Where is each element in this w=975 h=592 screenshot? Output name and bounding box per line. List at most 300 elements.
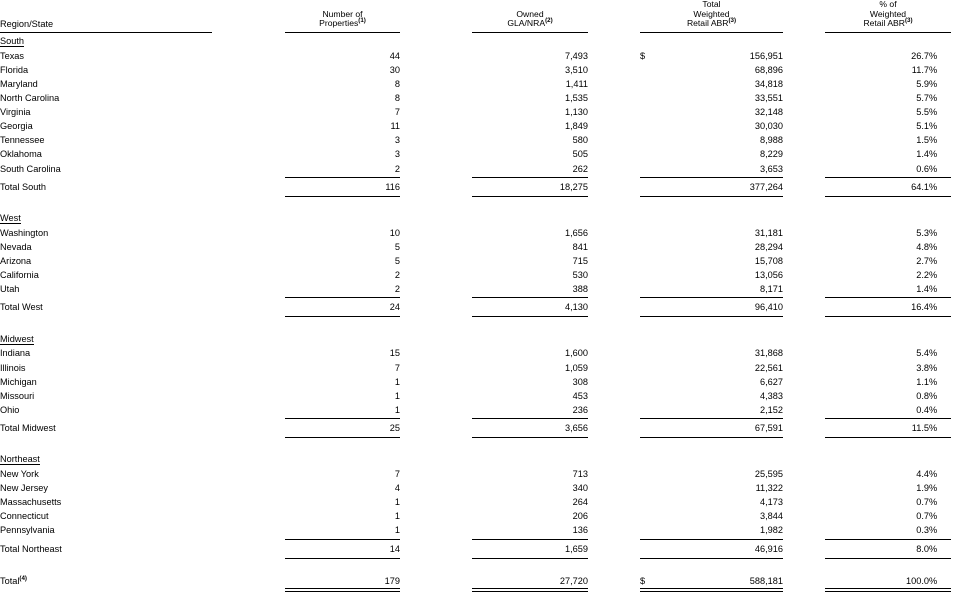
spacer-cell xyxy=(951,586,975,592)
properties-count-cell: 7 xyxy=(394,107,400,118)
percent-symbol-cell: % xyxy=(929,376,938,387)
spacer-cell xyxy=(783,419,825,433)
spacer-cell xyxy=(212,280,285,294)
owned-gla-nra-cell: 841 xyxy=(572,241,588,252)
section-total-currency xyxy=(640,419,662,433)
state-name-cell: Arizona xyxy=(0,255,32,266)
spacer-cell xyxy=(825,438,929,451)
spacer-cell xyxy=(212,266,285,280)
section-total-row xyxy=(0,178,975,192)
table-row xyxy=(0,224,975,238)
spacer-cell xyxy=(783,197,825,210)
spacer-cell xyxy=(400,540,472,554)
spacer-cell xyxy=(825,317,929,330)
spacer-cell xyxy=(400,438,472,451)
spacer-cell xyxy=(783,266,825,280)
spacer-cell xyxy=(588,280,640,294)
grand-total-double-rule-gla xyxy=(472,586,588,592)
region-heading-northeast xyxy=(0,451,212,465)
properties-count-cell: 7 xyxy=(394,469,400,480)
percent-symbol-cell: % xyxy=(929,497,938,508)
owned-gla-nra-cell: 1,849 xyxy=(565,121,588,132)
section-total-label: Total South xyxy=(0,181,46,192)
spacer-cell xyxy=(588,75,640,89)
spacer-cell xyxy=(588,387,640,401)
percent-symbol-cell: % xyxy=(929,255,938,266)
state-name-cell: Maryland xyxy=(0,78,38,89)
spacer-cell xyxy=(588,330,640,344)
spacer-cell xyxy=(400,508,472,522)
table-row xyxy=(0,117,975,131)
spacer-cell xyxy=(951,345,975,359)
spacer-cell xyxy=(400,238,472,252)
grand-total-gla: 27,720 xyxy=(559,575,588,586)
spacer-cell xyxy=(212,0,285,29)
owned-gla-nra-cell: 264 xyxy=(572,497,588,508)
properties-count-cell: 2 xyxy=(394,270,400,281)
spacer-cell xyxy=(212,238,285,252)
pct-weighted-retail-abr-cell: 0.7 xyxy=(916,497,929,508)
section-total-gla: 1,659 xyxy=(565,543,588,554)
spacer-cell xyxy=(951,0,975,29)
table-row xyxy=(0,345,975,359)
spacer-cell xyxy=(825,451,929,465)
spacer-cell xyxy=(285,330,400,344)
section-total-abr: 96,410 xyxy=(754,302,783,313)
spacer-cell xyxy=(640,438,662,451)
state-name-cell: Ohio xyxy=(0,404,20,415)
spacer-cell xyxy=(929,33,951,47)
spacer-cell xyxy=(588,238,640,252)
spacer-cell xyxy=(783,298,825,312)
pct-weighted-retail-abr-cell: 11.7 xyxy=(911,64,929,75)
spacer-cell xyxy=(951,451,975,465)
spacer-cell xyxy=(951,559,975,572)
properties-count-cell: 10 xyxy=(389,227,400,238)
abr-currency-symbol-cell xyxy=(640,280,662,294)
owned-gla-nra-cell: 262 xyxy=(572,163,588,174)
section-total-percent-symbol: % xyxy=(929,543,938,554)
properties-count-cell: 7 xyxy=(394,362,400,373)
percent-symbol-cell: % xyxy=(929,362,938,373)
percent-symbol-cell: % xyxy=(929,227,938,238)
table-row xyxy=(0,359,975,373)
section-total-properties: 116 xyxy=(385,181,400,192)
percent-symbol-cell: % xyxy=(929,511,938,522)
spacer-cell xyxy=(951,61,975,75)
total-weighted-retail-abr-cell: 31,181 xyxy=(754,227,783,238)
spacer-cell xyxy=(588,197,640,210)
spacer-cell xyxy=(588,317,640,330)
spacer-cell xyxy=(783,117,825,131)
state-name-cell: Virginia xyxy=(0,107,31,118)
spacer-cell xyxy=(783,252,825,266)
spacer-cell xyxy=(783,493,825,507)
section-total-gla: 18,275 xyxy=(559,181,588,192)
state-name-cell: Florida xyxy=(0,64,29,75)
spacer-cell xyxy=(951,298,975,312)
spacer-cell xyxy=(783,210,825,224)
table-row xyxy=(0,89,975,103)
spacer-cell xyxy=(212,197,285,210)
spacer-cell xyxy=(640,330,662,344)
abr-currency-symbol-cell: $ xyxy=(640,50,646,61)
spacer-cell xyxy=(0,197,212,210)
spacer-cell xyxy=(0,559,212,572)
spacer-cell xyxy=(825,210,929,224)
table-row xyxy=(0,493,975,507)
spacer-cell xyxy=(929,210,951,224)
pct-weighted-retail-abr-cell: 4.8 xyxy=(916,241,929,252)
spacer-cell xyxy=(951,387,975,401)
owned-gla-nra-cell: 1,656 xyxy=(565,227,588,238)
spacer-cell xyxy=(212,438,285,451)
abr-currency-symbol-cell xyxy=(640,479,662,493)
spacer-cell xyxy=(929,451,951,465)
owned-gla-nra-cell: 1,535 xyxy=(565,93,588,104)
spacer-cell xyxy=(662,33,783,47)
spacer-cell xyxy=(783,224,825,238)
properties-count-cell: 1 xyxy=(394,390,400,401)
spacer-cell xyxy=(588,33,640,47)
properties-count-cell: 8 xyxy=(394,78,400,89)
spacer-cell xyxy=(212,61,285,75)
spacer-cell xyxy=(588,522,640,536)
table-row xyxy=(0,508,975,522)
table-row xyxy=(0,522,975,536)
spacer-cell xyxy=(783,559,825,572)
spacer-cell xyxy=(212,522,285,536)
abr-currency-symbol-cell xyxy=(640,89,662,103)
pct-weighted-retail-abr-cell: 3.8 xyxy=(916,362,929,373)
spacer-cell xyxy=(662,197,783,210)
spacer-cell xyxy=(212,345,285,359)
abr-currency-symbol-cell xyxy=(640,373,662,387)
grand-total-percent-symbol: % xyxy=(929,575,938,586)
spacer-cell xyxy=(400,89,472,103)
spacer-cell xyxy=(285,317,400,330)
spacer-cell xyxy=(212,131,285,145)
spacer-cell xyxy=(951,522,975,536)
section-total-currency xyxy=(640,178,662,192)
spacer-cell xyxy=(588,224,640,238)
spacer-cell xyxy=(212,540,285,554)
properties-count-cell: 2 xyxy=(394,163,400,174)
spacer-cell xyxy=(0,438,212,451)
region-heading-row xyxy=(0,210,975,224)
section-total-row xyxy=(0,419,975,433)
total-weighted-retail-abr-cell: 22,561 xyxy=(754,362,783,373)
spacer-cell xyxy=(783,401,825,415)
pct-weighted-retail-abr-cell: 5.5 xyxy=(916,107,929,118)
state-name-cell: Georgia xyxy=(0,121,33,132)
percent-symbol-cell: % xyxy=(929,483,938,494)
spacer-cell xyxy=(783,61,825,75)
spacer-cell xyxy=(400,419,472,433)
spacer-cell xyxy=(212,117,285,131)
table-row xyxy=(0,465,975,479)
state-name-cell: California xyxy=(0,270,39,281)
spacer-cell xyxy=(951,330,975,344)
pct-weighted-retail-abr-cell: 0.6 xyxy=(916,163,929,174)
grand-total-double-rule-pct xyxy=(825,586,951,592)
spacer-cell xyxy=(400,210,472,224)
owned-gla-nra-cell: 713 xyxy=(572,469,588,480)
abr-currency-symbol-cell xyxy=(640,522,662,536)
grand-total-label: Total$^{(4)}$ xyxy=(0,574,27,586)
abr-currency-symbol-cell xyxy=(640,131,662,145)
state-name-cell: New York xyxy=(0,469,39,480)
percent-symbol-cell: % xyxy=(929,50,938,61)
spacer-cell xyxy=(588,359,640,373)
abr-currency-symbol-cell xyxy=(640,224,662,238)
section-total-properties: 14 xyxy=(389,543,400,554)
spacer-cell xyxy=(400,586,472,592)
spacer-cell xyxy=(951,33,975,47)
percent-symbol-cell: % xyxy=(929,525,938,536)
properties-count-cell: 3 xyxy=(394,135,400,146)
state-name-cell: New Jersey xyxy=(0,483,48,494)
spacer-cell xyxy=(825,197,929,210)
spacer-cell xyxy=(400,522,472,536)
spacer-cell xyxy=(472,451,588,465)
spacer-cell xyxy=(783,33,825,47)
abr-currency-symbol-cell xyxy=(640,75,662,89)
section-spacer-row xyxy=(0,317,975,330)
abr-currency-symbol-cell xyxy=(640,103,662,117)
pct-weighted-retail-abr-cell: 5.1 xyxy=(916,121,929,132)
spacer-cell xyxy=(400,451,472,465)
spacer-cell xyxy=(588,210,640,224)
spacer-cell xyxy=(783,465,825,479)
spacer-cell xyxy=(400,387,472,401)
spacer-cell xyxy=(472,438,588,451)
owned-gla-nra-cell: 530 xyxy=(572,270,588,281)
pct-weighted-retail-abr-cell: 1.9 xyxy=(916,483,929,494)
percent-symbol-cell: % xyxy=(929,135,938,146)
spacer-cell xyxy=(588,252,640,266)
spacer-cell xyxy=(951,359,975,373)
spacer-cell xyxy=(212,586,285,592)
region-heading-label: Midwest xyxy=(0,333,34,344)
spacer-cell xyxy=(400,197,472,210)
spacer-cell xyxy=(783,508,825,522)
spacer-cell xyxy=(400,47,472,61)
properties-count-cell: 4 xyxy=(394,483,400,494)
spacer-cell xyxy=(951,266,975,280)
spacer-cell xyxy=(825,33,929,47)
spacer-cell xyxy=(212,103,285,117)
table-row xyxy=(0,266,975,280)
pct-weighted-retail-abr-cell: 2.7 xyxy=(916,255,929,266)
total-weighted-retail-abr-cell: 3,653 xyxy=(760,163,783,174)
abr-currency-symbol-cell xyxy=(640,359,662,373)
section-total-pct: 8.0 xyxy=(916,543,929,554)
abr-currency-symbol-cell xyxy=(640,493,662,507)
spacer-cell xyxy=(662,317,783,330)
spacer-cell xyxy=(951,465,975,479)
properties-count-cell: 11 xyxy=(390,121,400,132)
spacer-cell xyxy=(640,559,662,572)
spacer-cell xyxy=(951,103,975,117)
spacer-cell xyxy=(400,252,472,266)
section-total-abr: 377,264 xyxy=(749,181,783,192)
spacer-cell xyxy=(472,317,588,330)
table-row xyxy=(0,373,975,387)
spacer-cell xyxy=(951,238,975,252)
spacer-cell xyxy=(400,317,472,330)
spacer-cell xyxy=(212,419,285,433)
spacer-cell xyxy=(400,572,472,586)
spacer-cell xyxy=(588,586,640,592)
section-total-pct: 11.5 xyxy=(911,422,929,433)
section-total-row xyxy=(0,540,975,554)
owned-gla-nra-cell: 580 xyxy=(572,135,588,146)
state-name-cell: Washington xyxy=(0,227,49,238)
table-row xyxy=(0,146,975,160)
spacer-cell xyxy=(212,146,285,160)
percent-symbol-cell: % xyxy=(929,163,938,174)
spacer-cell xyxy=(212,572,285,586)
spacer-cell xyxy=(951,572,975,586)
spacer-cell xyxy=(783,451,825,465)
spacer-cell xyxy=(951,438,975,451)
spacer-cell xyxy=(929,197,951,210)
total-weighted-retail-abr-cell: 6,627 xyxy=(760,376,783,387)
owned-gla-nra-cell: 715 xyxy=(572,255,588,266)
spacer-cell xyxy=(640,33,662,47)
properties-count-cell: 5 xyxy=(394,241,400,252)
section-spacer-row xyxy=(0,438,975,451)
properties-count-cell: 2 xyxy=(394,284,400,295)
section-total-percent-symbol: % xyxy=(929,302,938,313)
owned-gla-nra-cell: 136 xyxy=(572,525,588,536)
total-weighted-retail-abr-cell: 4,383 xyxy=(760,390,783,401)
spacer-cell xyxy=(783,0,825,29)
total-weighted-retail-abr-cell: 30,030 xyxy=(754,121,783,132)
section-total-percent-symbol: % xyxy=(929,181,938,192)
region-heading-south xyxy=(0,33,212,47)
spacer-cell xyxy=(783,178,825,192)
spacer-cell xyxy=(472,197,588,210)
spacer-cell xyxy=(212,178,285,192)
spacer-cell xyxy=(588,373,640,387)
pct-weighted-retail-abr-cell: 1.5 xyxy=(916,135,929,146)
spacer-cell xyxy=(472,330,588,344)
spacer-cell xyxy=(588,451,640,465)
owned-gla-nra-cell: 1,600 xyxy=(565,348,588,359)
spacer-cell xyxy=(783,373,825,387)
spacer-cell xyxy=(212,89,285,103)
spacer-cell xyxy=(783,146,825,160)
grand-total-abr: 588,181 xyxy=(749,575,783,586)
pct-weighted-retail-abr-cell: 1.1 xyxy=(916,376,929,387)
spacer-cell xyxy=(640,451,662,465)
spacer-cell xyxy=(212,160,285,174)
spacer-cell xyxy=(400,493,472,507)
spacer-cell xyxy=(588,131,640,145)
spacer-cell xyxy=(400,266,472,280)
spacer-cell xyxy=(400,465,472,479)
spacer-cell xyxy=(783,280,825,294)
spacer-cell xyxy=(951,160,975,174)
spacer-cell xyxy=(400,224,472,238)
section-total-percent-symbol: % xyxy=(929,422,938,433)
spacer-cell xyxy=(212,33,285,47)
state-name-cell: Pennsylvania xyxy=(0,525,55,536)
spacer-cell xyxy=(951,131,975,145)
spacer-cell xyxy=(0,586,212,592)
properties-count-cell: 1 xyxy=(394,511,400,522)
region-heading-label: West xyxy=(0,212,21,223)
percent-symbol-cell: % xyxy=(929,270,938,281)
percent-symbol-cell: % xyxy=(929,78,938,89)
grand-total-currency-symbol: $ xyxy=(640,575,646,586)
owned-gla-nra-cell: 453 xyxy=(572,390,588,401)
spacer-cell xyxy=(783,387,825,401)
region-heading-row xyxy=(0,451,975,465)
spacer-cell xyxy=(951,493,975,507)
section-total-label: Total Northeast xyxy=(0,543,62,554)
spacer-cell xyxy=(783,586,825,592)
spacer-cell xyxy=(783,131,825,145)
spacer-cell xyxy=(212,387,285,401)
spacer-cell xyxy=(951,210,975,224)
spacer-cell xyxy=(783,238,825,252)
abr-currency-symbol-cell xyxy=(640,387,662,401)
spacer-cell xyxy=(783,345,825,359)
spacer-cell xyxy=(212,330,285,344)
spacer-cell xyxy=(588,493,640,507)
owned-gla-nra-cell: 388 xyxy=(572,284,588,295)
owned-gla-nra-cell: 3,510 xyxy=(565,64,588,75)
spacer-cell xyxy=(951,47,975,61)
abr-currency-symbol-cell xyxy=(640,345,662,359)
table-row xyxy=(0,401,975,415)
spacer-cell xyxy=(640,317,662,330)
pct-weighted-retail-abr-cell: 1.4 xyxy=(916,284,929,295)
spacer-cell xyxy=(0,317,212,330)
spacer-cell xyxy=(400,373,472,387)
region-heading-label: Northeast xyxy=(0,454,40,465)
region-heading-row xyxy=(0,330,975,344)
spacer-cell xyxy=(951,317,975,330)
state-name-cell: Connecticut xyxy=(0,511,49,522)
spacer-cell xyxy=(212,210,285,224)
pct-weighted-retail-abr-cell: 0.8 xyxy=(916,390,929,401)
spacer-cell xyxy=(285,559,400,572)
table-row xyxy=(0,75,975,89)
abr-currency-symbol-cell xyxy=(640,160,662,174)
abr-currency-symbol-cell xyxy=(640,401,662,415)
pct-weighted-retail-abr-cell: 0.7 xyxy=(916,511,929,522)
total-weighted-retail-abr-cell: 8,988 xyxy=(760,135,783,146)
properties-count-cell: 44 xyxy=(389,50,400,61)
spacer-cell xyxy=(951,89,975,103)
owned-gla-nra-cell: 206 xyxy=(572,511,588,522)
spacer-cell xyxy=(588,61,640,75)
spacer-cell xyxy=(929,330,951,344)
section-total-currency xyxy=(640,540,662,554)
percent-symbol-cell: % xyxy=(929,107,938,118)
total-weighted-retail-abr-cell: 156,951 xyxy=(749,50,783,61)
spacer-cell xyxy=(400,330,472,344)
spacer-cell xyxy=(400,345,472,359)
spacer-cell xyxy=(951,419,975,433)
table-row xyxy=(0,387,975,401)
spacer-cell xyxy=(825,559,929,572)
spacer-cell xyxy=(951,197,975,210)
